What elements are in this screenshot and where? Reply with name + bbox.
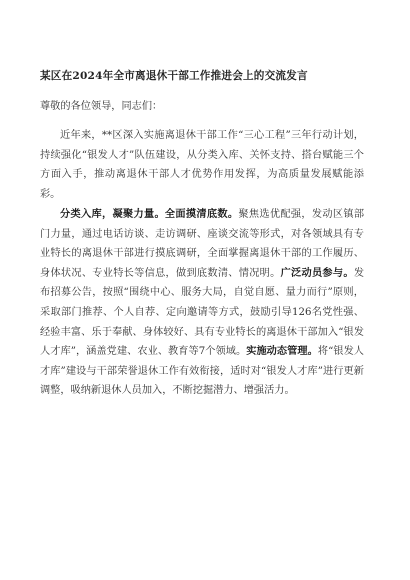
body-paragraph <box>40 205 364 401</box>
body-text-dynamic: 将“银发人才库”建设与干部荣誉退休工作有效衔接，适时对“银发人才库”进行更新调整，吸纳新退休人员加入，不断挖掘潜力、增强活力。 <box>40 346 364 397</box>
body-text-mobilize: 发布招募公告，按照“围绕中心、服务大局，自觉自愿、量力而行”原则，采取部门推荐、个人自荐、定向邀请等方式，鼓励引导126名党性强、经验丰富、乐于奉献、身体较好、具有专业特长的离退休干部加入“银发人才库”，涵盖党建、农业、教育等7个领域。 <box>40 267 365 358</box>
body-text-survey: 聚焦选优配强，发动区镇部门力量，通过电话访谈、走访调研、座谈交流等形式，对各领域具有专业特长的离退休干部进行摸底调研，全面掌握离退休干部的工作履历、身体状况、专业特长等信息，做到底数清、情况明。 <box>40 209 365 279</box>
section-heading-mobilize: 广泛动员参与。 <box>280 266 354 279</box>
salutation: 尊敬的各位领导，同志们： <box>40 101 163 112</box>
section-heading-dynamic: 实施动态管理。 <box>246 345 318 358</box>
document-title: 某区在2024年全市离退休干部工作推进会上的交流发言 <box>40 70 308 82</box>
intro-paragraph: 近年来，**区深入实施离退休干部工作“三心工程”三年行动计划，持续强化“银发人才”队伍建设，从分类入库、关怀支持、搭台赋能三个方面入手，推动离退休干部人才优势作用发挥，为高质量发展赋能添彩。 <box>40 130 364 200</box>
section-heading-classify: 分类入库，凝聚力量。全面摸清底数。 <box>60 208 239 220</box>
